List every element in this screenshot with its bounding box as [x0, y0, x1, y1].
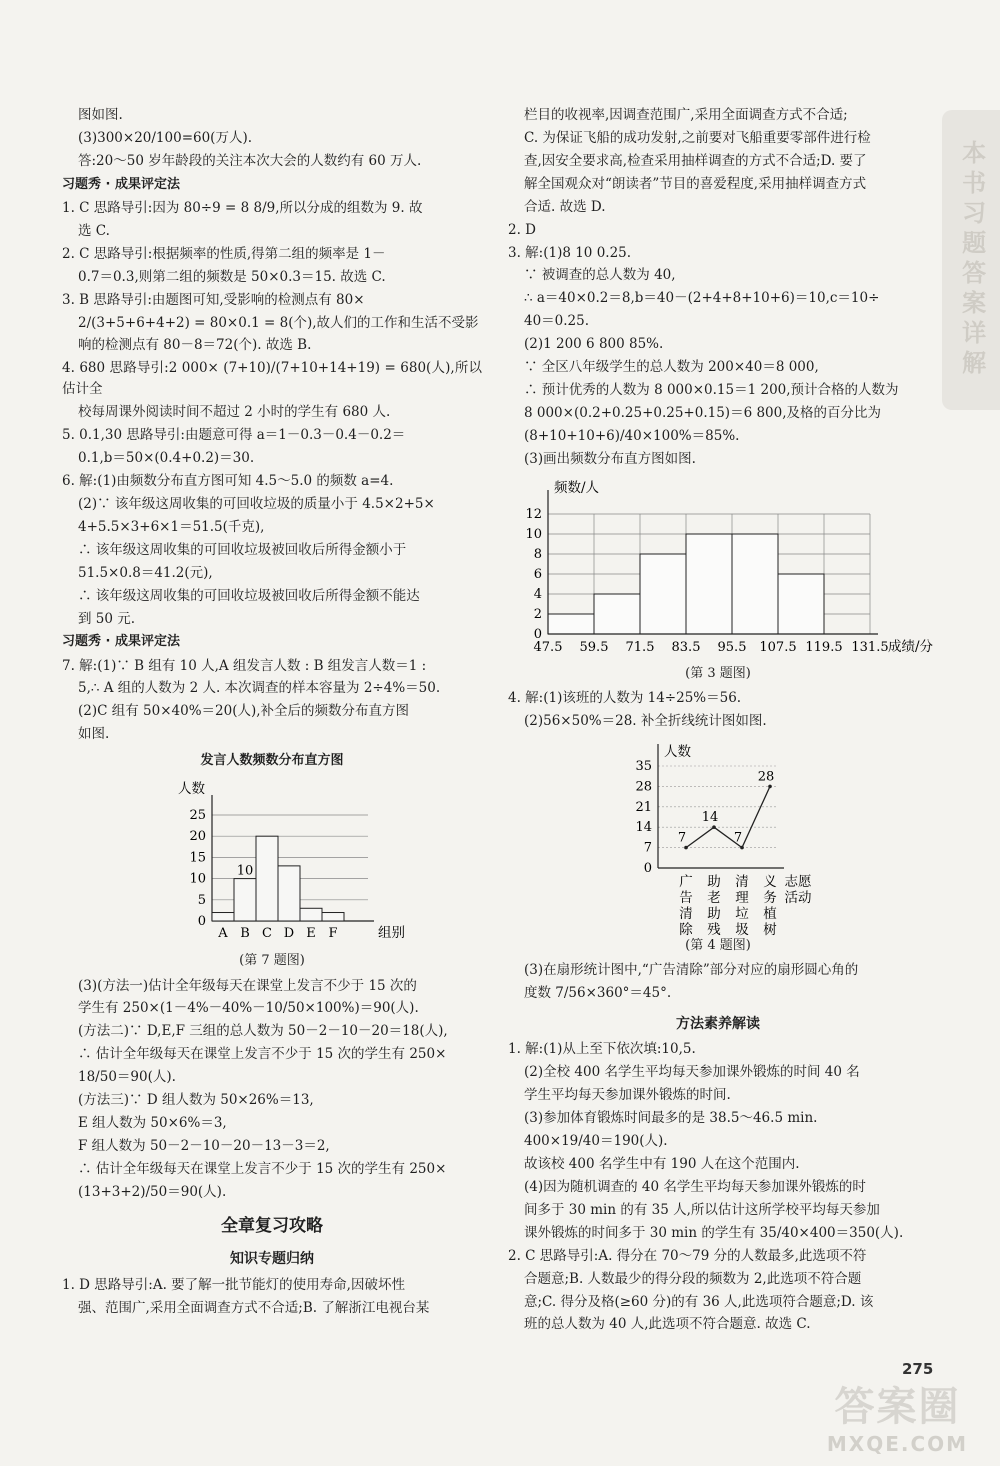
text-line: 51.5×0.8＝41.2(元),	[78, 564, 213, 581]
data-label: 14	[701, 809, 719, 825]
y-tick-label: 12	[525, 506, 542, 522]
text-line: 0.7＝0.3,则第二组的频数是 50×0.3＝15. 故选 C.	[78, 268, 386, 285]
data-point	[712, 825, 716, 829]
y-tick-label: 7	[643, 840, 652, 856]
histogram-bar	[594, 594, 640, 634]
text-line: C. 为保证飞船的成功发射,之前要对飞船重要零部件进行检	[524, 129, 871, 146]
histogram-bar	[548, 614, 594, 634]
text-line: 度数 7/56×360°＝45°.	[524, 984, 672, 1001]
histogram-bar	[732, 534, 778, 634]
x-axis-label: 组别	[378, 925, 405, 942]
chart-3-box	[508, 474, 934, 684]
chart-4	[508, 736, 928, 936]
text-line: (4)因为随机调查的 40 名学生平均每天参加课外锻炼的时	[524, 1178, 866, 1195]
text-line: 校每周课外阅读时间不超过 2 小时的学生有 680 人.	[78, 404, 391, 421]
x-tick-label: 圾	[735, 921, 749, 938]
x-tick-label: 清	[679, 905, 693, 922]
text-line: 4. 680 思路导引:2 000× (7+10)/(7+10+14+19) = 680(人),所以估计全	[62, 360, 482, 398]
x-tick-label: 清	[735, 873, 749, 890]
x-tick-label: 残	[707, 921, 721, 938]
text-line: (3)画出频数分布直方图如图.	[524, 450, 696, 467]
right-column	[508, 105, 934, 1337]
histogram-bar	[640, 554, 686, 634]
text-line: 3. 解:(1)8 10 0.25.	[508, 244, 632, 261]
text-line: 0.1,b＝50×(0.4+0.2)＝30.	[78, 450, 255, 467]
x-tick-label: 47.5	[533, 639, 563, 655]
text-line: F 组人数为 50－2－10－20－13－3＝2,	[78, 1137, 330, 1154]
histogram-bar	[212, 913, 234, 921]
text-line: (13+3+2)/50＝90(人).	[78, 1183, 227, 1200]
watermark-logo: 答案圈	[834, 1384, 961, 1430]
text-line: 2/(3+5+6+4+2) = 80×0.1 = 8(个),故人们的工作和生活不受影	[78, 314, 479, 331]
method-heading: 方法素养解读	[676, 1015, 760, 1032]
histogram-bar	[234, 879, 256, 921]
text-line: ∵ 被调查的总人数为 40,	[524, 267, 676, 284]
chart-4-box	[508, 736, 928, 956]
x-tick-label: B	[240, 926, 250, 942]
histogram-bar	[686, 534, 732, 634]
x-tick-label: 树	[763, 921, 777, 938]
y-tick-label: 4	[533, 586, 542, 602]
text-line: 图如图.	[78, 107, 123, 123]
text-line: (2)1 200 6 800 85%.	[524, 336, 664, 353]
text-line: 5. 0.1,30 思路导引:由题意可得 a＝1－0.3－0.4－0.2＝	[62, 427, 406, 444]
text-line: 2. D	[508, 221, 536, 238]
x-tick-label: E	[306, 926, 316, 942]
y-tick-label: 6	[533, 566, 542, 582]
y-tick-label: 25	[189, 808, 206, 824]
y-tick-label: 0	[197, 914, 206, 930]
y-axis-label: 频数/人	[554, 479, 600, 496]
chart-7-title: 发言人数频数分布直方图	[200, 753, 344, 769]
y-tick-label: 2	[533, 606, 542, 622]
x-tick-label: 107.5	[759, 639, 797, 655]
watermark-url: MXQE.COM	[826, 1432, 969, 1456]
x-axis-label: 志愿	[784, 873, 812, 890]
text-line: 课外锻炼的时间多于 30 min 的学生有 35/40×400＝350(人).	[524, 1224, 904, 1241]
text-line: 2. C 思路导引:A. 得分在 70～79 分的人数最多,此选项不符	[508, 1247, 867, 1264]
chart-3-caption: (第 3 题图)	[685, 665, 751, 681]
text-line: 18/50＝90(人).	[78, 1069, 176, 1086]
chapter-review-heading: 全章复习攻略	[221, 1215, 323, 1236]
x-axis-label: 成绩/分	[888, 638, 934, 655]
chart-3	[508, 474, 934, 664]
x-tick-label: F	[328, 926, 338, 942]
histogram-bar	[278, 866, 300, 921]
x-tick-label: 131.5	[851, 639, 889, 655]
y-tick-label: 8	[533, 546, 542, 562]
y-tick-label: 28	[635, 779, 652, 795]
text-line: ∴ 该年级这周收集的可回收垃圾被回收后所得金额小于	[78, 541, 407, 558]
text-line: ∴ 估计全年级每天在课堂上发言不少于 15 次的学生有 250×	[78, 1160, 447, 1177]
x-tick-label: 老	[707, 889, 721, 906]
side-tab-label: 本书习题答案详解	[957, 140, 986, 380]
text-line: 学生平均每天参加课外锻炼的时间.	[524, 1087, 731, 1104]
x-tick-label: 理	[735, 889, 749, 906]
section-heading: 习题秀 · 成果评定法	[62, 634, 180, 650]
text-line: (2)56×50%＝28. 补全折线统计图如图.	[524, 712, 767, 729]
chart-7	[62, 771, 482, 951]
text-line: 1. C 思路导引:因为 80÷9 = 8 8/9,所以分成的组数为 9. 故	[62, 199, 423, 216]
text-line: 1. 解:(1)从上至下依次填:10,5.	[508, 1041, 696, 1058]
text-line: (8+10+10+6)/40×100%＝85%.	[524, 427, 740, 444]
x-tick-label: 告	[679, 889, 693, 906]
text-line: 学生有 250×(1－4%－40%－10/50×100%)＝90(人).	[78, 1000, 419, 1017]
watermark	[800, 1385, 995, 1463]
text-line: 合适. 故选 D.	[524, 198, 606, 215]
chart-4-caption: (第 4 题图)	[685, 937, 751, 953]
data-label: 28	[757, 769, 775, 785]
x-tick-label: C	[262, 926, 272, 942]
text-line: 5,∴ A 组的人数为 2 人. 本次调查的样本容量为 2÷4%＝50.	[78, 680, 441, 697]
side-tab	[942, 110, 1000, 410]
histogram-bar	[322, 913, 344, 921]
y-tick-label: 0	[643, 860, 652, 876]
text-line: 解全国观众对“朗读者”节目的喜爱程度,采用抽样调查方式	[524, 175, 867, 192]
text-line: ∴ 估计全年级每天在课堂上发言不少于 15 次的学生有 250×	[78, 1046, 447, 1063]
text-line: ∵ 全区八年级学生的总人数为 200×40＝8 000,	[524, 359, 819, 376]
data-label: 10	[236, 863, 254, 879]
text-line: 4+5.5×3+6×1＝51.5(千克),	[78, 518, 265, 535]
text-line: 6. 解:(1)由频数分布直方图可知 4.5～5.0 的频数 a=4.	[62, 472, 394, 489]
x-tick-label: 广	[679, 873, 693, 890]
y-axis-label: 人数	[664, 743, 691, 760]
text-line: (2)∵ 该年级这周收集的可回收垃圾的质量小于 4.5×2+5×	[78, 495, 435, 512]
text-line: (2)全校 400 名学生平均每天参加课外锻炼的时间 40 名	[524, 1064, 860, 1081]
text-line: 响的检测点有 80－8＝72(个). 故选 B.	[78, 337, 312, 354]
x-tick-label: 助	[707, 873, 721, 890]
x-tick-label: 义	[763, 873, 777, 890]
y-tick-label: 21	[635, 799, 652, 815]
text-line: 400×19/40＝190(人).	[524, 1133, 668, 1150]
histogram-bar	[300, 909, 322, 922]
text-line: 7. 解:(1)∵ B 组有 10 人,A 组发言人数 : B 组发言人数＝1 :	[62, 657, 427, 674]
section-heading: 习题秀 · 成果评定法	[62, 176, 180, 192]
text-line: 3. B 思路导引:由题图可知,受影响的检测点有 80×	[62, 291, 365, 308]
text-line: 选 C.	[78, 222, 110, 239]
text-line: (3)300×20/100=60(万人).	[78, 129, 253, 146]
text-line: 意;C. 得分及格(≥60 分)的有 36 人,此选项符合题意;D. 该	[524, 1293, 874, 1310]
text-line: ∴ 该年级这周收集的可回收垃圾被回收后所得金额不能达	[78, 587, 420, 604]
x-tick-label: 助	[707, 905, 721, 922]
x-tick-label: 植	[763, 905, 777, 922]
series-line	[686, 786, 770, 847]
text-line: 间多于 30 min 的有 35 人,所以估计这所学校平均每天参加	[524, 1201, 880, 1218]
text-line: 40＝0.25.	[524, 313, 590, 330]
text-line: 合题意;B. 人数最少的得分段的频数为 2,此选项不符合题	[524, 1270, 862, 1287]
text-line: 2. C 思路导引:根据频率的性质,得第二组的频率是 1－	[62, 245, 386, 262]
x-tick-label: A	[218, 926, 228, 942]
y-tick-label: 14	[635, 819, 652, 835]
data-label: 7	[733, 830, 743, 846]
chart-7-box	[62, 751, 482, 971]
x-tick-label: 除	[679, 921, 693, 938]
y-tick-label: 35	[635, 758, 652, 774]
text-line: ∴ 预计优秀的人数为 8 000×0.15＝1 200,预计合格的人数为	[524, 382, 899, 399]
text-line: (方法三)∵ D 组人数为 50×26%＝13,	[78, 1092, 314, 1109]
text-line: (3)参加体育锻炼时间最多的是 38.5～46.5 min.	[524, 1110, 818, 1127]
y-tick-label: 0	[533, 626, 542, 642]
text-line: 班的总人数为 40 人,此选项不符合题意. 故选 C.	[524, 1316, 811, 1333]
data-point	[740, 846, 744, 850]
y-tick-label: 15	[189, 850, 206, 866]
chart-7-caption: (第 7 题图)	[239, 953, 305, 969]
y-axis-label: 人数	[178, 781, 205, 798]
text-line: ∴ a＝40×0.2＝8,b＝40－(2+4+8+10+6)＝10,c＝10÷	[524, 290, 880, 307]
left-column	[62, 105, 482, 1321]
x-tick-label: 59.5	[579, 639, 609, 655]
text-line: 栏目的收视率,因调查范围广,采用全面调查方式不合适;	[524, 107, 848, 123]
text-line: 答:20～50 岁年龄段的关注本次大会的人数约有 60 万人.	[78, 152, 422, 169]
x-tick-label: D	[283, 926, 295, 942]
y-tick-label: 10	[189, 871, 206, 887]
x-tick-label: 95.5	[717, 639, 747, 655]
text-line: 故该校 400 名学生中有 190 人在这个范围内.	[524, 1156, 800, 1173]
text-line: (3)(方法一)估计全年级每天在课堂上发言不少于 15 次的	[78, 977, 417, 994]
x-tick-label: 71.5	[625, 639, 655, 655]
x-tick-label: 119.5	[805, 639, 843, 655]
histogram-bar	[256, 837, 278, 922]
text-line: 查,因安全要求高,检查采用抽样调查的方式不合适;D. 要了	[524, 152, 867, 169]
knowledge-summary-heading: 知识专题归纳	[230, 1251, 314, 1268]
x-axis-label: 活动	[784, 889, 812, 906]
text-line: 到 50 元.	[78, 610, 136, 627]
x-tick-label: 83.5	[671, 639, 701, 655]
histogram-bar	[778, 574, 824, 634]
text-line: 4. 解:(1)该班的人数为 14÷25%＝56.	[508, 689, 742, 706]
text-line: 8 000×(0.2+0.25+0.25+0.15)＝6 800,及格的百分比为	[524, 404, 882, 421]
text-line: (3)在扇形统计图中,“广告清除”部分对应的扇形圆心角的	[524, 961, 859, 978]
y-tick-label: 20	[189, 829, 206, 845]
x-tick-label: 务	[763, 889, 777, 906]
y-tick-label: 10	[525, 526, 542, 542]
page-number: 275	[902, 1360, 934, 1378]
data-point	[684, 846, 688, 850]
text-line: (2)C 组有 50×40%＝20(人),补全后的频数分布直方图	[78, 703, 410, 720]
text-line: 强、范围广,采用全面调查方式不合适;B. 了解浙江电视台某	[78, 1299, 430, 1316]
text-line: 1. D 思路导引:A. 要了解一批节能灯的使用寿命,因破坏性	[62, 1276, 405, 1293]
text-line: (方法二)∵ D,E,F 三组的总人数为 50－2－10－20＝18(人),	[78, 1023, 448, 1040]
text-line: 如图.	[78, 726, 110, 743]
text-line: E 组人数为 50×6%＝3,	[78, 1115, 227, 1132]
x-tick-label: 垃	[735, 905, 749, 922]
y-tick-label: 5	[197, 893, 206, 909]
data-point	[768, 784, 772, 788]
data-label: 7	[677, 830, 687, 846]
